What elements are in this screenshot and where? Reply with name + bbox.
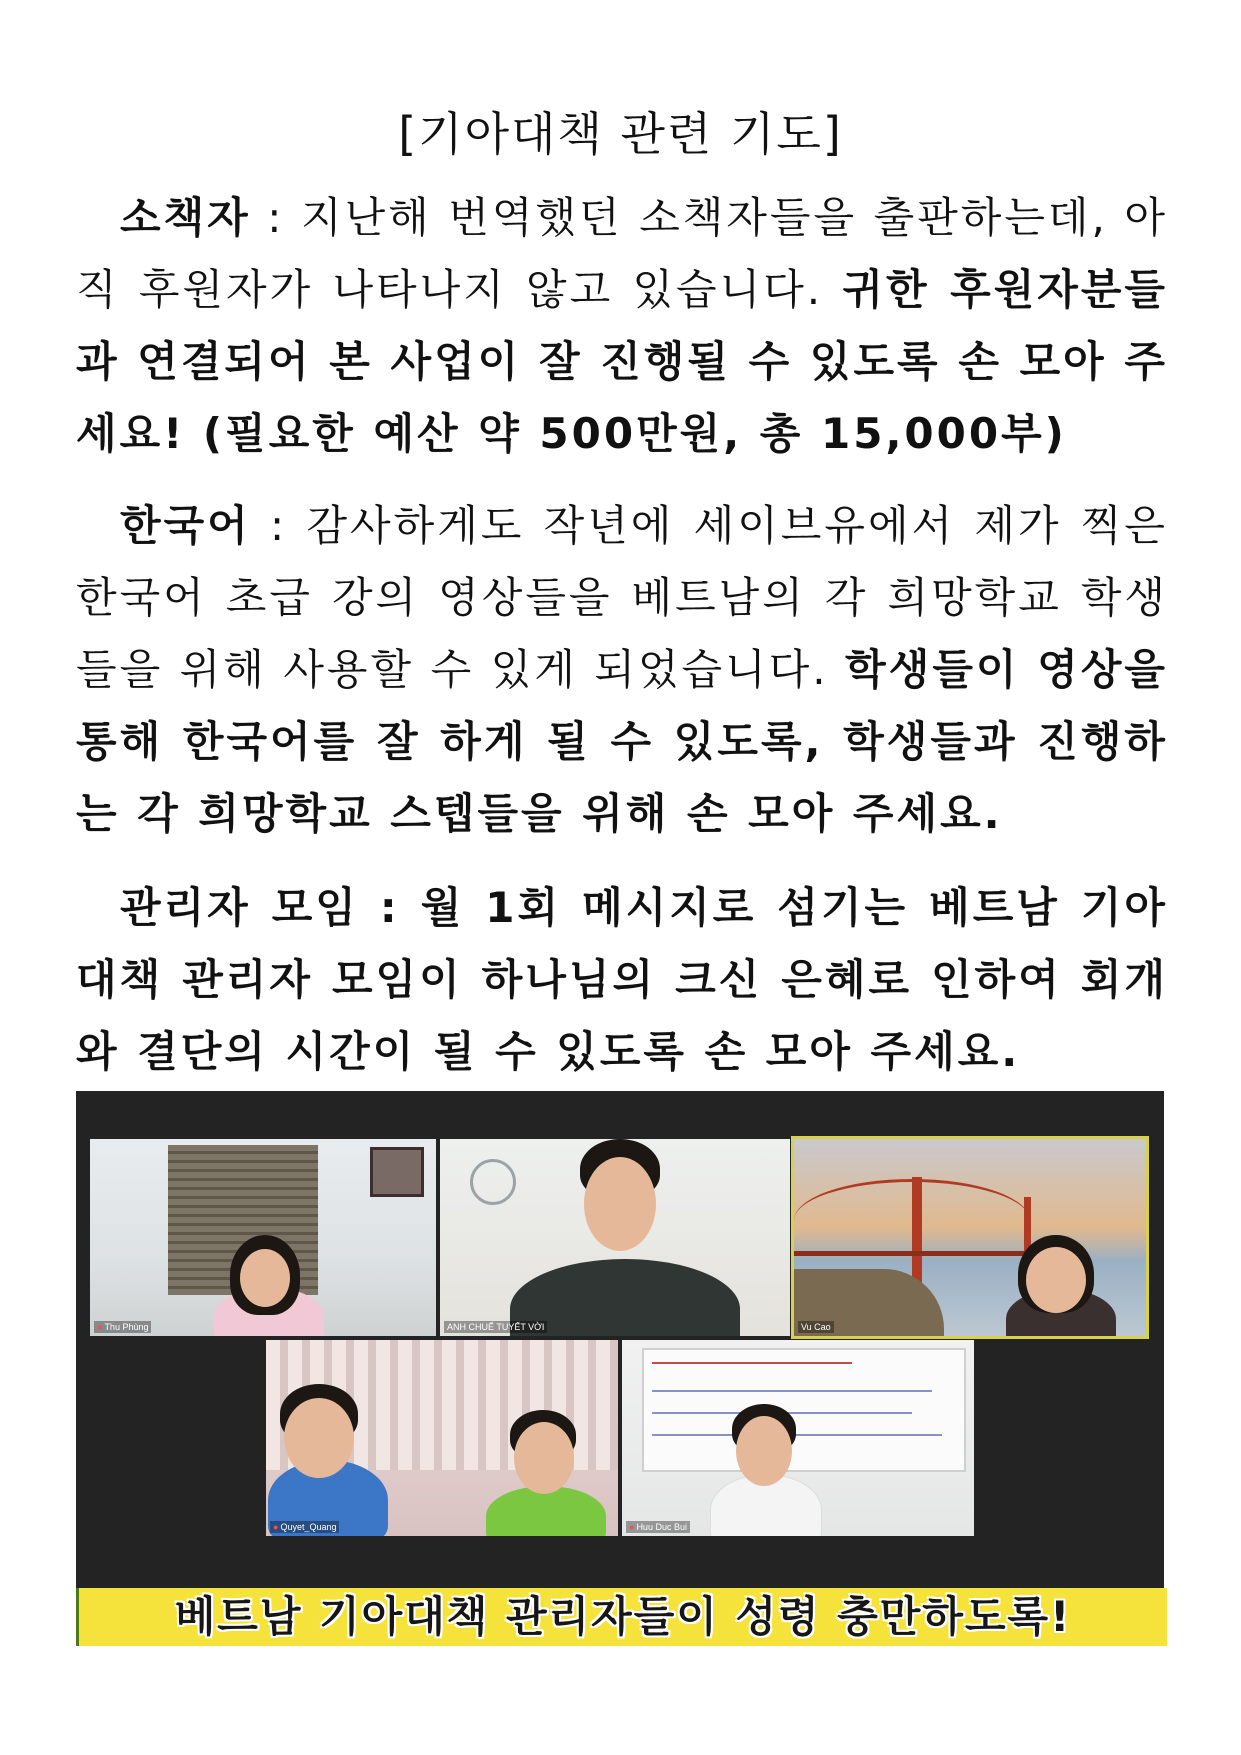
section-heading: 한국어 (120, 501, 251, 550)
whiteboard (642, 1348, 966, 1472)
video-tile-highlighted (794, 1139, 1146, 1336)
mic-muted-icon: ● (629, 1522, 635, 1532)
video-tile (90, 1139, 436, 1336)
video-tile (440, 1139, 790, 1336)
participant-name-label: Vu Cao (798, 1321, 834, 1333)
participant-name-label: ANH CHUẾ TUYẾT VỜI (444, 1321, 547, 1333)
section-body: 지난해 번역했던 소책자들을 출판하는데, 아직 후원자가 나타나지 않고 있습니다. (76, 193, 1168, 314)
video-call-photo (76, 1091, 1164, 1646)
section-separator: : (358, 883, 421, 932)
prayer-banner: 베트남 기아대책 관리자들이 성령 충만하도록! (76, 1588, 1167, 1646)
prayer-section-managers (76, 872, 1168, 1088)
bridge-deck (794, 1251, 1054, 1256)
section-prayer-request: 귀한 후원자분들과 연결되어 본 사업이 잘 진행될 수 있도록 손 모아 주세요! (필요한 예산 약 500만원, 총 15,000부) (76, 265, 1168, 458)
video-tile (622, 1340, 974, 1536)
wall-frame (370, 1147, 424, 1197)
section-prayer-request: 월 1회 메시지로 섬기는 베트남 기아대책 관리자 모임이 하나님의 크신 은혜로 인하여 회개와 결단의 시간이 될 수 있도록 손 모아 주세요. (76, 883, 1168, 1076)
section-body: 감사하게도 작년에 세이브유에서 제가 찍은 한국어 초급 강의 영상들을 베트남의 각 희망학교 학생들을 위해 사용할 수 있게 되었습니다. (76, 501, 1168, 694)
whiteboard-writing (652, 1362, 852, 1364)
section-heading: 소책자 (120, 193, 251, 242)
participant-face (736, 1416, 792, 1486)
mic-muted-icon: ● (97, 1322, 103, 1332)
section-prayer-request: 학생들이 영상을 통해 한국어를 잘 하게 될 수 있도록, 학생들과 진행하는 각 희망학교 스텝들을 위해 손 모아 주세요. (76, 645, 1168, 838)
prayer-section-korean (76, 490, 1168, 850)
page-title: [기아대책 관련 기도] (398, 107, 843, 161)
section-separator: : (250, 193, 302, 242)
participant-face (284, 1398, 354, 1478)
participant-face (584, 1157, 656, 1251)
wall-fan-icon (470, 1159, 516, 1205)
whiteboard-writing (652, 1434, 942, 1436)
participant-face (514, 1422, 574, 1494)
participant-name-label: ● Huu Duc Bui (626, 1521, 690, 1533)
whiteboard-writing (652, 1390, 932, 1392)
bridge-cable (794, 1179, 1030, 1262)
mic-muted-icon: ● (273, 1522, 279, 1532)
prayer-section-booklet (76, 182, 1168, 470)
video-tile (266, 1340, 618, 1536)
participant-face (1026, 1247, 1086, 1313)
section-heading: 관리자 모임 (120, 883, 359, 932)
participant-name-label: ● Thu Phùng (94, 1321, 151, 1333)
participant-face (240, 1249, 290, 1307)
section-separator: : (250, 501, 307, 550)
participant-name-label: ● Quyet_Quang (270, 1521, 339, 1533)
